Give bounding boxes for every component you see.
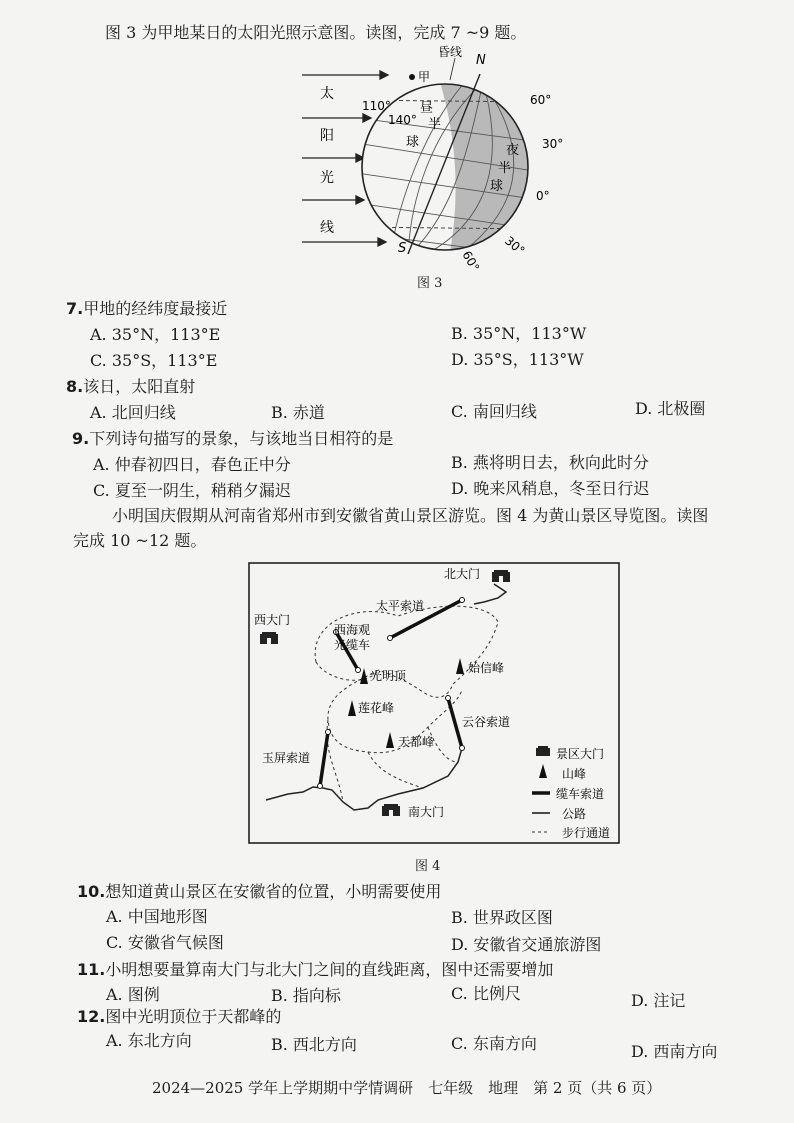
sun-char-4: 线 — [320, 220, 334, 236]
label-lianhuafeng: 莲花峰 — [358, 701, 395, 715]
label-yuping-cableway: 玉屏索道 — [262, 751, 311, 765]
q9-option-c[interactable]: C. 夏至一阴生，稍稍夕漏迟 — [93, 481, 291, 500]
legend-road-label: 公路 — [562, 807, 587, 821]
map-frame — [249, 563, 619, 843]
question-7 — [66, 296, 227, 319]
q11-option-b[interactable]: B. 指向标 — [271, 986, 341, 1005]
label-tiandufeng: 天都峰 — [398, 735, 435, 749]
question-9 — [72, 426, 393, 449]
night-shade — [440, 82, 550, 252]
intro-fig4-line1: 小明国庆假期从河南省郑州市到安徽省黄山景区游览。图 4 为黄山景区导览图。读图 — [112, 506, 709, 525]
label-xihai-2: 光缆车 — [334, 638, 371, 652]
label-jia: 甲 — [418, 70, 431, 84]
q11-stem: 小明想要量算南大门与北大门之间的直线距离，图中还需要增加 — [105, 960, 554, 979]
sun-char-2: 阳 — [320, 128, 334, 144]
q7-option-b[interactable]: B. 35°N，113°W — [451, 324, 587, 343]
q10-stem: 想知道黄山景区在安徽省的位置，小明需要使用 — [105, 882, 442, 901]
q10-option-c[interactable]: C. 安徽省气候图 — [106, 933, 224, 952]
label-shixinfeng: 始信峰 — [468, 661, 505, 675]
q10-number: 10. — [77, 882, 106, 901]
legend-path-label: 步行通道 — [562, 826, 611, 840]
point-jia — [409, 74, 415, 80]
label-110: 110° — [362, 99, 391, 113]
q12-stem: 图中光明顶位于天都峰的 — [105, 1007, 282, 1026]
lat-60s: 60° — [459, 248, 483, 274]
peak-tiandu-icon — [386, 732, 394, 748]
q7-stem: 甲地的经纬度最接近 — [83, 299, 228, 318]
lat-0: 0° — [536, 189, 550, 203]
lat-30n: 30° — [542, 137, 564, 151]
lat-60n: 60° — [530, 93, 552, 107]
legend-peak-label: 山峰 — [562, 767, 587, 781]
day-char-1: 昼 — [420, 101, 434, 116]
intro-fig4-line2: 完成 10 ~12 题。 — [73, 531, 207, 550]
q12-option-b[interactable]: B. 西北方向 — [271, 1035, 357, 1054]
south-gate-icon — [382, 804, 400, 816]
legend-gate-label: 景区大门 — [556, 747, 605, 761]
question-10 — [77, 879, 441, 902]
label-south-gate: 南大门 — [408, 805, 445, 819]
label-north-gate: 北大门 — [444, 567, 481, 581]
north-gate-icon — [492, 570, 510, 582]
figure-4-caption: 图 4 — [415, 859, 441, 874]
q11-option-d[interactable]: D. 注记 — [631, 991, 686, 1010]
label-xihai-1: 西海观 — [334, 623, 371, 637]
figure-3-sun-illumination — [290, 42, 564, 274]
label-140: 140° — [388, 113, 417, 127]
q10-option-d[interactable]: D. 安徽省交通旅游图 — [451, 935, 602, 954]
q9-option-b[interactable]: B. 燕将明日去，秋向此时分 — [451, 453, 649, 472]
q9-option-d[interactable]: D. 晚来风稍息，冬至日行迟 — [451, 479, 650, 498]
q12-option-a[interactable]: A. 东北方向 — [106, 1031, 192, 1050]
q9-stem: 下列诗句描写的景象，与该地当日相符的是 — [89, 429, 394, 448]
q8-stem: 该日，太阳直射 — [83, 377, 196, 396]
q10-option-b[interactable]: B. 世界政区图 — [451, 908, 553, 927]
west-gate-icon — [260, 632, 278, 644]
q7-option-a[interactable]: A. 35°N，113°E — [90, 325, 221, 344]
q8-option-a[interactable]: A. 北回归线 — [90, 403, 176, 422]
sun-char-1: 太 — [320, 86, 334, 102]
q12-option-d[interactable]: D. 西南方向 — [631, 1042, 718, 1061]
question-11 — [77, 957, 553, 980]
q8-option-b[interactable]: B. 赤道 — [271, 403, 325, 422]
figure-3-caption: 图 3 — [417, 276, 443, 291]
peak-shixin-icon — [456, 658, 464, 674]
q12-option-c[interactable]: C. 东南方向 — [451, 1034, 537, 1053]
q8-number: 8. — [66, 377, 84, 396]
label-north: N — [476, 53, 486, 68]
q7-option-c[interactable]: C. 35°S，113°E — [90, 351, 218, 370]
peak-lianhua-icon — [348, 700, 356, 716]
q7-number: 7. — [66, 299, 84, 318]
day-char-3: 球 — [406, 135, 420, 150]
question-12 — [77, 1004, 281, 1027]
q8-option-d[interactable]: D. 北极圈 — [635, 399, 706, 418]
map-legend — [532, 746, 610, 840]
page-footer: 2024—2025 学年上学期期中学情调研 七年级 地理 第 2 页（共 6 页） — [152, 1079, 662, 1097]
night-char-1: 夜 — [506, 143, 520, 158]
label-guangmingding: 光明顶 — [370, 669, 407, 683]
night-char-2: 半 — [498, 161, 512, 176]
q8-option-c[interactable]: C. 南回归线 — [451, 402, 537, 421]
q11-number: 11. — [77, 960, 106, 979]
legend-cableway-label: 缆车索道 — [556, 787, 605, 801]
q12-number: 12. — [77, 1007, 106, 1026]
q9-option-a[interactable]: A. 仲春初四日，春色正中分 — [93, 455, 291, 474]
legend-peak-icon — [539, 764, 547, 778]
night-char-3: 球 — [490, 179, 504, 194]
intro-fig3: 图 3 为甲地某日的太阳光照示意图。读图，完成 7 ~9 题。 — [105, 23, 527, 42]
day-char-2: 半 — [428, 117, 442, 132]
legend-gate-icon — [536, 746, 550, 756]
roads — [266, 584, 506, 810]
label-terminator: 昏线 — [438, 45, 463, 59]
sun-char-3: 光 — [320, 170, 334, 186]
label-south: S — [398, 241, 407, 256]
label-yungu-cableway: 云谷索道 — [462, 715, 511, 729]
q11-option-c[interactable]: C. 比例尺 — [451, 984, 521, 1003]
label-west-gate: 西大门 — [254, 613, 291, 627]
q11-option-a[interactable]: A. 图例 — [106, 985, 160, 1004]
label-taiping-cableway: 太平索道 — [376, 599, 425, 613]
q9-number: 9. — [72, 429, 90, 448]
lat-30s: 30° — [502, 233, 528, 258]
question-8 — [66, 374, 195, 397]
figure-4-huangshan-map — [248, 562, 620, 844]
q10-option-a[interactable]: A. 中国地形图 — [106, 907, 208, 926]
q7-option-d[interactable]: D. 35°S，113°W — [451, 350, 584, 369]
